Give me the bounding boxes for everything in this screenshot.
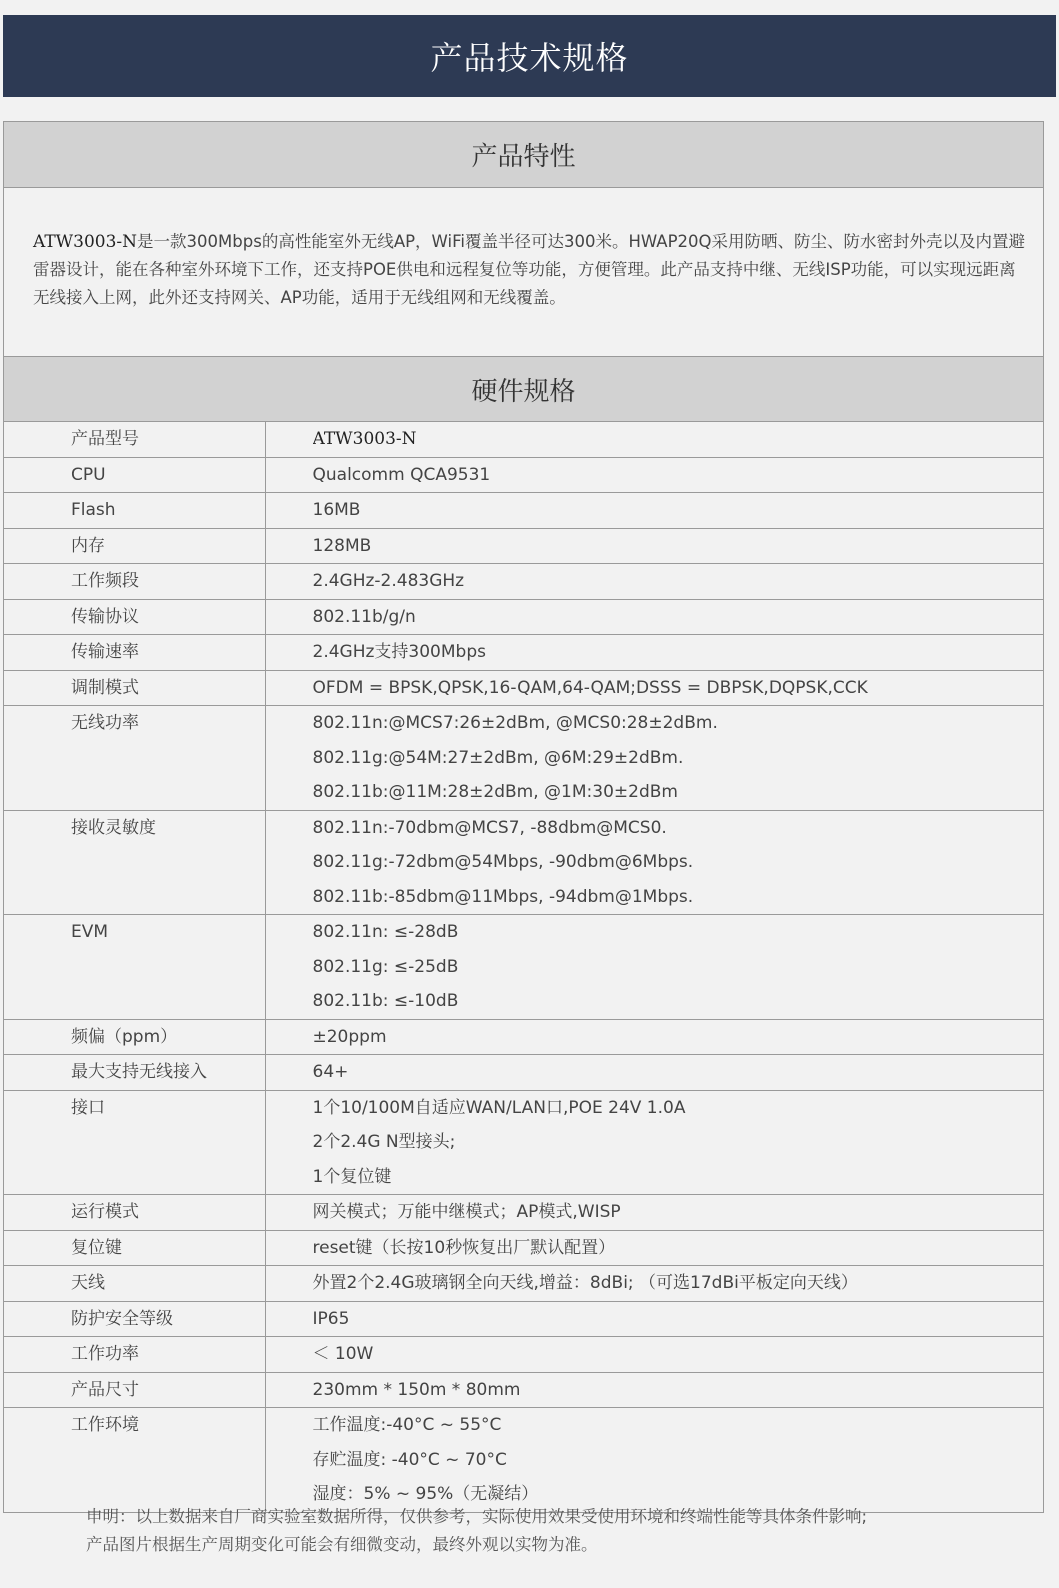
spec-key-label: Flash [71,500,116,520]
spec-row [4,528,1043,564]
spec-value [265,1337,1043,1373]
spec-value [265,1195,1043,1231]
spec-key [4,706,265,811]
spec-row [4,1090,1043,1195]
spec-key-label: 频偏（ppm） [71,1026,178,1047]
spec-value-line: 外置2个2.4G玻璃钢全向天线,增益：8dBi; （可选17dBi平板定向天线） [312,1273,858,1293]
features-description [4,188,1043,356]
features-header [4,122,1043,188]
hardware-title: 硬件规格 [471,376,576,407]
spec-value-line: 128MB [312,535,372,556]
spec-key [4,457,265,493]
disclaimer-line-1: 申明：以上数据来自厂商实验室数据所得，仅供参考，实际使用效果受使用环境和终端性能等具体条件影响; [86,1507,868,1526]
spec-row [4,1372,1043,1408]
spec-value-line: 802.11g:-72dbm@54Mbps, -90dbm@6Mbps. [312,852,694,872]
spec-value [265,1266,1043,1302]
spec-row [4,635,1043,671]
spec-value [265,457,1043,493]
spec-value-line: ±20ppm [312,1026,387,1047]
spec-value-line: 工作温度:-40°C ~ 55°C [312,1415,502,1435]
spec-row [4,1301,1043,1337]
spec-key-label: 内存 [71,535,105,556]
spec-key-label: 工作频段 [71,571,139,591]
spec-row [4,564,1043,600]
spec-row [4,810,1043,915]
spec-key-label: 产品尺寸 [71,1379,139,1400]
spec-row [4,457,1043,493]
spec-row [4,1019,1043,1055]
spec-value-line: 2.4GHz-2.483GHz [312,571,465,591]
spec-value-line: IP65 [312,1308,350,1329]
spec-value-line: 802.11n:@MCS7:26±2dBm, @MCS0:28±2dBm. [312,713,718,733]
spec-value-line: 1个复位键 [312,1166,392,1187]
spec-row [4,1230,1043,1266]
spec-value [265,670,1043,706]
spec-value-line: 湿度：5% ~ 95%（无凝结） [312,1484,539,1504]
spec-key [4,810,265,915]
spec-key [4,1230,265,1266]
spec-value-line: ＜ 10W [312,1344,374,1364]
spec-value-line: ATW3003-N [312,429,417,449]
banner-title: 产品技术规格 [430,39,629,77]
spec-value-line: 802.11g:@54M:27±2dBm, @6M:29±2dBm. [312,747,684,768]
spec-key [4,915,265,1020]
spec-row [4,422,1043,457]
features-model: ATW3003-N [33,232,138,252]
spec-value-line: 2个2.4G N型接头; [312,1132,456,1152]
spec-key-label: 工作环境 [71,1415,139,1435]
spec-key [4,1337,265,1373]
spec-key-label: 天线 [71,1273,105,1293]
spec-key-label: 接收灵敏度 [71,817,156,838]
spec-value-line: 64+ [312,1062,349,1082]
spec-value-line: 存贮温度: -40°C ~ 70°C [312,1449,507,1470]
spec-value [265,915,1043,1020]
spec-key [4,564,265,600]
spec-key-label: 防护安全等级 [71,1308,173,1329]
spec-key-label: 工作功率 [71,1344,139,1364]
spec-value-line: 802.11b: ≤-10dB [312,991,459,1011]
spec-value [265,706,1043,811]
spec-key [4,528,265,564]
spec-value [265,599,1043,635]
spec-key [4,670,265,706]
spec-panel [3,121,1044,1513]
spec-key [4,599,265,635]
spec-key [4,635,265,671]
spec-key-label: 传输协议 [71,606,139,627]
spec-key-label: 复位键 [71,1237,122,1258]
disclaimer [86,1503,1036,1559]
spec-value-line: 802.11b:@11M:28±2dBm, @1M:30±2dBm [312,782,678,802]
spec-key-label: CPU [71,464,106,485]
spec-value [265,1019,1043,1055]
spec-key [4,1090,265,1195]
spec-key [4,1266,265,1302]
page-banner [3,15,1056,97]
spec-key [4,422,265,457]
spec-row [4,493,1043,529]
spec-value-line: 802.11b/g/n [312,606,416,627]
spec-key [4,1301,265,1337]
spec-value-line: 16MB [312,500,361,520]
spec-row [4,599,1043,635]
spec-value-line: 网关模式；万能中继模式；AP模式,WISP [312,1202,621,1222]
spec-row [4,1195,1043,1231]
spec-value-line: 802.11n:-70dbm@MCS7, -88dbm@MCS0. [312,817,667,838]
spec-value-line: OFDM = BPSK,QPSK,16-QAM,64-QAM;DSSS = DBPSK,DQPSK,CCK [312,677,868,698]
spec-row [4,1408,1043,1512]
spec-value [265,1055,1043,1091]
spec-value [265,1372,1043,1408]
spec-value-line: 1个10/100M自适应WAN/LAN口,POE 24V 1.0A [312,1097,686,1118]
spec-value [265,493,1043,529]
spec-value [265,422,1043,457]
spec-value [265,635,1043,671]
spec-value-line: 802.11b:-85dbm@11Mbps, -94dbm@1Mbps. [312,886,694,907]
spec-value-line: 230mm * 150m * 80mm [312,1379,521,1400]
spec-value-line: 802.11n: ≤-28dB [312,922,459,942]
spec-value [265,1230,1043,1266]
spec-value-line: 802.11g: ≤-25dB [312,956,459,977]
spec-key [4,1408,265,1512]
spec-key [4,1055,265,1091]
features-title: 产品特性 [471,142,576,172]
spec-row [4,670,1043,706]
disclaimer-line-2: 产品图片根据生产周期变化可能会有细微变动，最终外观以实物为准。 [86,1535,598,1554]
spec-key-label: 无线功率 [71,713,139,733]
spec-key-label: 产品型号 [71,429,139,449]
spec-key [4,1372,265,1408]
spec-value [265,1090,1043,1195]
spec-row [4,706,1043,811]
spec-value [265,528,1043,564]
spec-key-label: 传输速率 [71,642,139,662]
spec-value [265,810,1043,915]
spec-row [4,1337,1043,1373]
spec-key [4,1195,265,1231]
hardware-header [4,356,1043,422]
spec-key [4,1019,265,1055]
hardware-spec-table [4,422,1043,1512]
spec-value [265,564,1043,600]
spec-key-label: EVM [71,922,109,942]
spec-key-label: 运行模式 [71,1202,139,1222]
spec-row [4,1266,1043,1302]
spec-value-line: reset键（长按10秒恢复出厂默认配置） [312,1237,616,1258]
spec-value [265,1408,1043,1512]
spec-row [4,915,1043,1020]
spec-value [265,1301,1043,1337]
spec-key-label: 接口 [71,1097,105,1118]
spec-key-label: 最大支持无线接入 [71,1062,207,1082]
features-text: 是一款300Mbps的高性能室外无线AP，WiFi覆盖半径可达300米。HWAP20Q采用防晒、防尘、防水密封外壳以及内置避雷器设计，能在各种室外环境下工作，还支持POE供电和远程复位等功能，方便管理。此产品支持中继、无线ISP功能，可以实现远距离无线接入上网，此外还支持网关、AP功能，适用于无线组网和无线覆盖。 [33,232,1026,307]
spec-value-line: 2.4GHz支持300Mbps [312,642,486,662]
spec-row [4,1055,1043,1091]
spec-value-line: Qualcomm QCA9531 [312,464,491,485]
spec-key-label: 调制模式 [71,677,139,698]
spec-key [4,493,265,529]
